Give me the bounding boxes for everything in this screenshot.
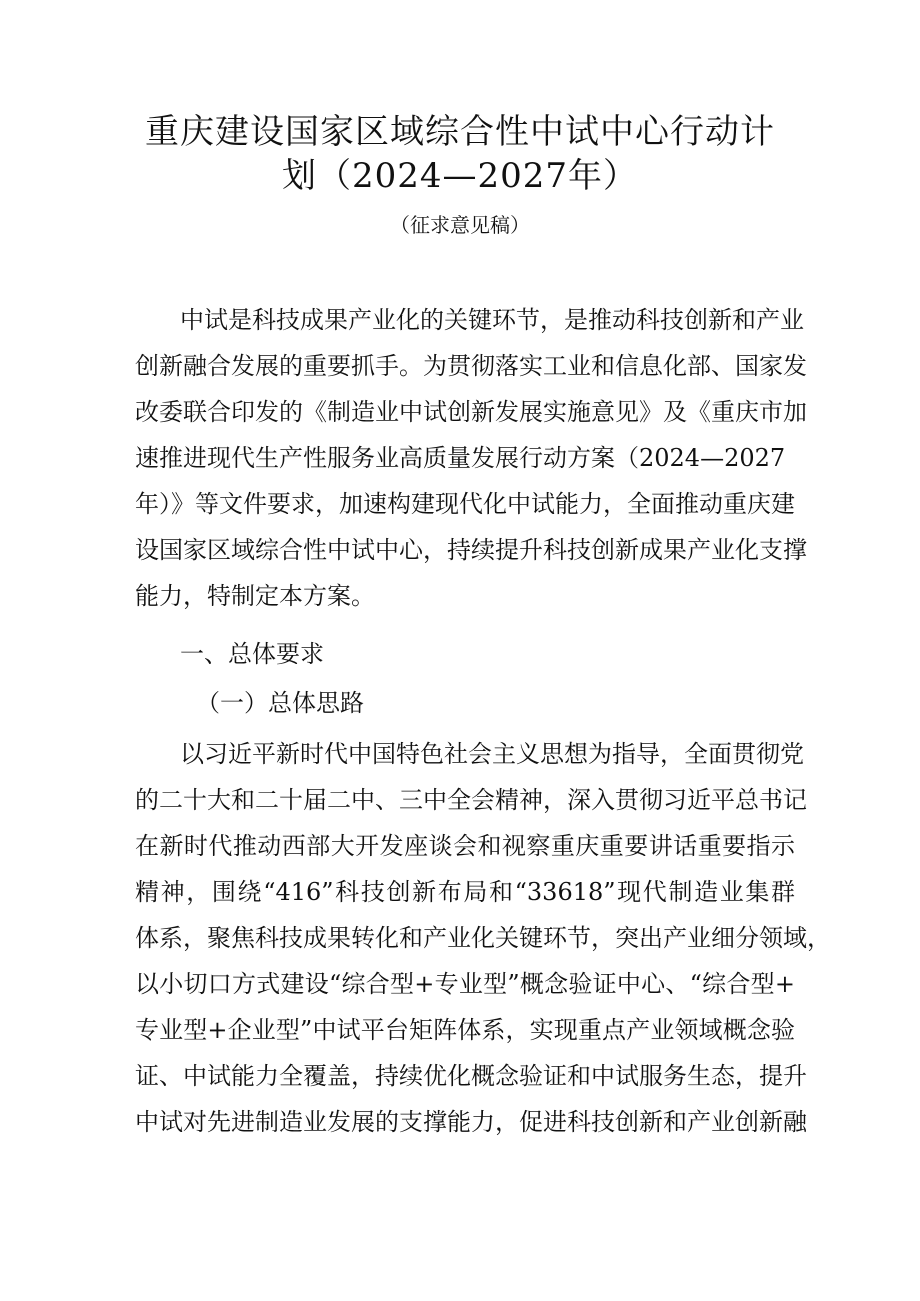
document-title-line-2: 划（2024—2027年） [281,156,639,196]
intro-line-7: 能力，特制定本方案。 [135,582,375,610]
body-line-5: 体系，聚焦科技成果转化和产业化关键环节，突出产业细分领域， [135,924,831,952]
intro-line-5: 年）》等文件要求，加速构建现代化中试能力，全面推动重庆建 [135,490,795,518]
document-subtitle: （征求意见稿） [390,213,530,237]
intro-line-6: 设国家区域综合性中试中心，持续提升科技创新成果产业化支撑 [135,536,807,564]
body-line-8: 证、中试能力全覆盖，持续优化概念验证和中试服务生态，提升 [135,1062,807,1090]
body-line-4: 精神，围绕“416”科技创新布局和“33618”现代制造业集群 [135,878,795,906]
body-line-1: 以习近平新时代中国特色社会主义思想为指导，全面贯彻党 [180,740,804,768]
body-line-3: 在新时代推动西部大开发座谈会和视察重庆重要讲话重要指示 [135,832,795,860]
intro-line-3: 改委联合印发的《制造业中试创新发展实施意见》及《重庆市加 [135,398,807,426]
document-title-line-1: 重庆建设国家区域综合性中试中心行动计 [145,112,775,152]
subsection-heading: （一）总体思路 [196,689,364,717]
intro-line-1: 中试是科技成果产业化的关键环节，是推动科技创新和产业 [180,306,804,334]
body-line-2: 的二十大和二十届二中、三中全会精神，深入贯彻习近平总书记 [135,786,807,814]
intro-line-4: 速推进现代生产性服务业高质量发展行动方案（2024—2027 [135,444,786,472]
body-line-7: 专业型+企业型”中试平台矩阵体系，实现重点产业领域概念验 [135,1016,795,1044]
intro-line-2: 创新融合发展的重要抓手。为贯彻落实工业和信息化部、国家发 [135,352,807,380]
body-line-6: 以小切口方式建设“综合型+专业型”概念验证中心、“综合型+ [135,970,795,998]
body-line-9: 中试对先进制造业发展的支撑能力，促进科技创新和产业创新融 [135,1108,807,1136]
section-heading: 一、总体要求 [180,640,324,668]
